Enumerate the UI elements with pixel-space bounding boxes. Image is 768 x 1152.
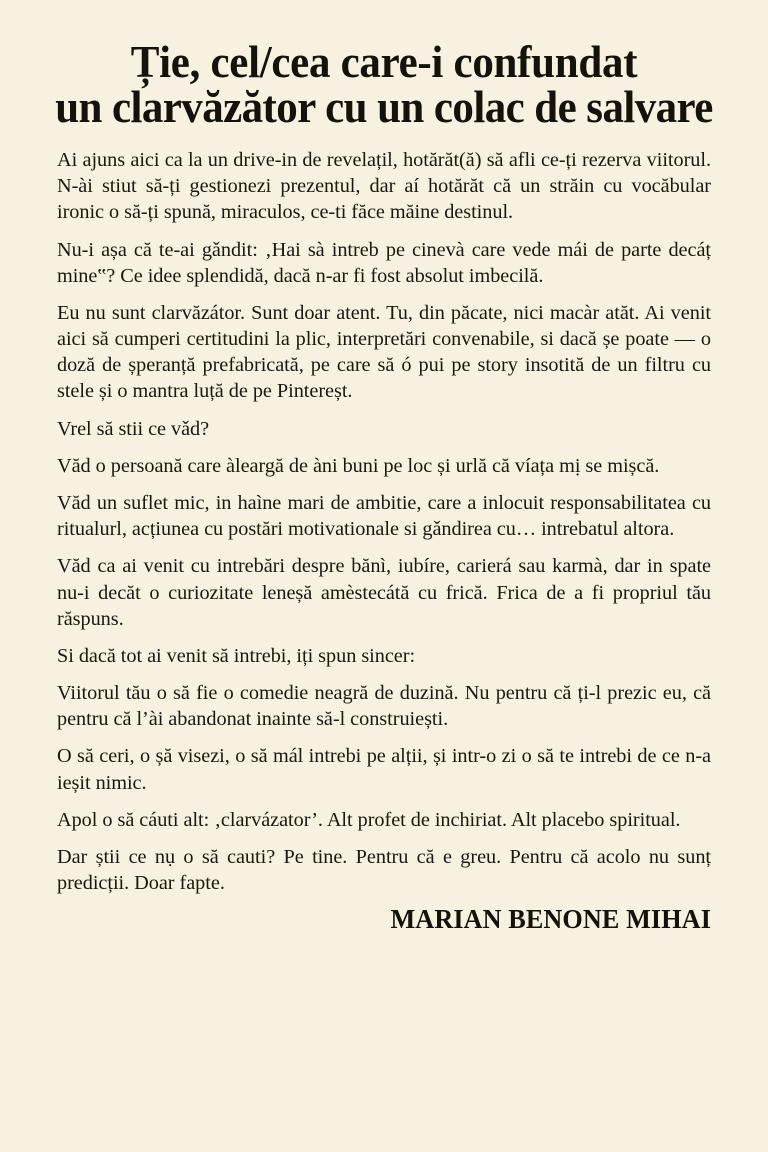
- body-paragraph: Dar știi ce nụ o să cauti? Pe tine. Pentru că e greu. Pentru că acolo nu sunț predicții. Doar fapte.: [57, 845, 711, 895]
- body-paragraph: O să ceri, o șă visezi, o să mál intrebi pe alții, și intr-o zi o să te intrebi de ce n-a ieșit nimic.: [57, 745, 711, 794]
- body-paragraph: Viitorul tău o să fie o comedie neagră de duzină. Nu pentru că ți-l prezic eu, că pentru că l’ài abandonat inainte să-l construiești.: [57, 682, 711, 731]
- article-body: [34, 147, 734, 896]
- body-paragraph: Văd ca ai venit cu intrebări despre bănì, iubíre, carierá sau karmà, dar in spate nu-i decăt o curiozitate leneșă amèstecátă cu frică. Frica de a fi propriul tău răspuns.: [57, 555, 711, 630]
- body-paragraph: Văd un suflet mic, in haìne mari de ambitie, care a inlocuit responsabilitatea cu ritualurl, acțiunea cu postări motivationale si gǎndirea cu… intrebatul altora.: [57, 491, 711, 541]
- page-title: [50, 37, 719, 132]
- page-title-line-1: Ție, cel/cea care-i confundat: [130, 37, 638, 87]
- body-paragraph: Apol o să cáuti alt: ‚clarvázator’. Alt profet de inchiriat. Alt placebo spiritual.: [57, 808, 681, 831]
- body-paragraph: Nu-i așa că te-ai gǎndit: ‚Hai sà intreb pe cinevà care vede mái de parte decáț mine‟? Ce idee splendidă, dacă n-ar fi fost absolut imbecilă.: [57, 238, 711, 287]
- page-title-line-2: un clarvăzător cu un colac de salvare: [55, 81, 713, 132]
- body-paragraph: Vrel să stii ce vǎd?: [57, 417, 210, 440]
- body-paragraph: Eu nu sunt clarvăzátor. Sunt doar atent. Tu, din păcate, nici macàr atăt. Ai venit aici să cumperi certitudini la plic, interpretări convenabile, si dacă șe poate — o doză de șperanță prefabricată, pe care să ó pui pe story insotită de un filtru cu stele și o mantra luță de pe Pintereșt.: [57, 301, 711, 403]
- body-paragraph: Si dacă tot ai venit să intrebi, iți spun sincer:: [57, 644, 416, 667]
- body-paragraph: Văd o persoană care àleargă de àni buni pe loc și urlă că víața mị se mișcă.: [57, 454, 660, 477]
- body-paragraph: Ai ajuns aici ca la un drive-in de revelațil, hotărăt(ă) să afli ce-ți rezerva viitorul. N-ài stiut să-ți gestionezi prezentul, dar aí hotărăt că un străin cu vocăbular ironic o să-ți spună, miraculos, ce-ti făce măine destinul.: [57, 149, 711, 224]
- author-byline: MARIAN BENONE MIHAI: [390, 904, 711, 935]
